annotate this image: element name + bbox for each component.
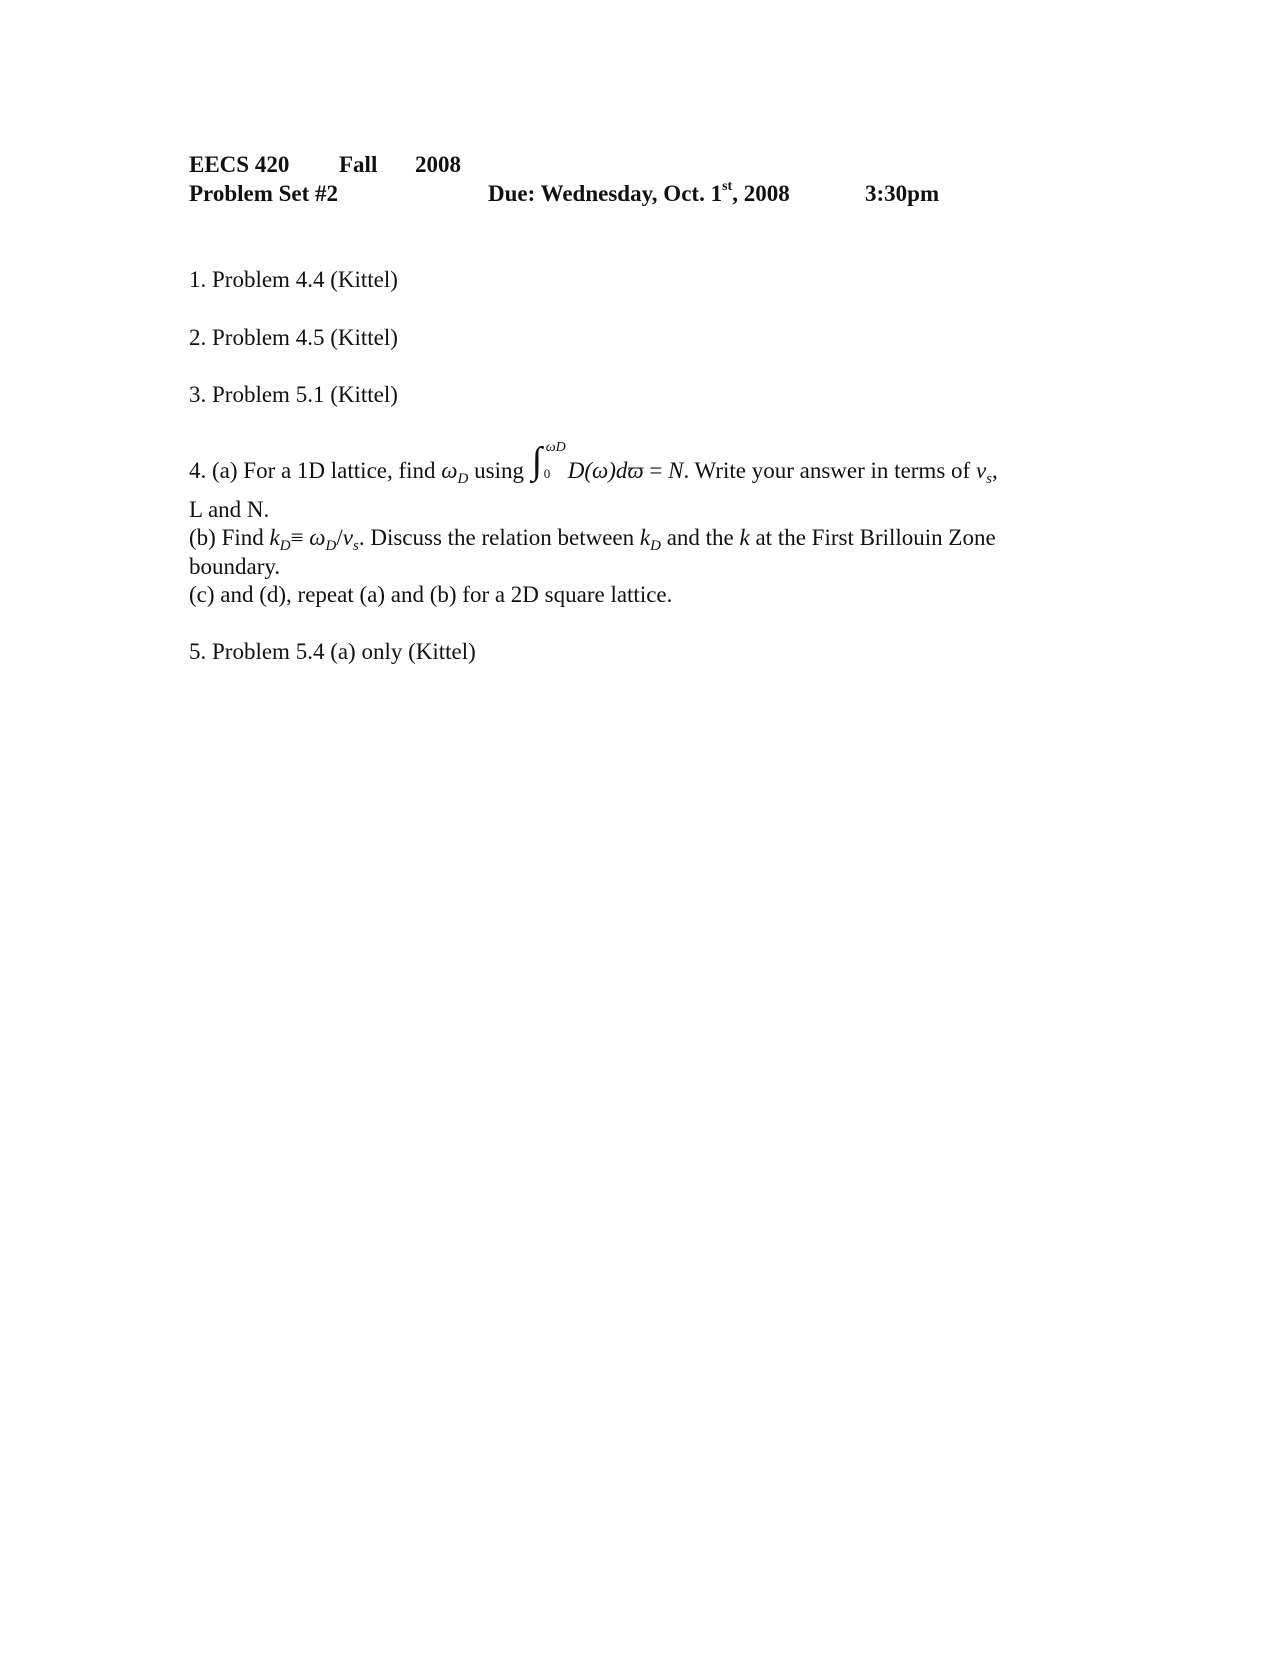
course-code: EECS 420 (189, 152, 290, 177)
problem-2: 2. Problem 4.5 (Kittel) (189, 325, 398, 350)
due-date: Due: Wednesday, Oct. 1st, 2008 (488, 179, 790, 206)
problem-4a: 4. (a) For a 1D lattice, find $\omega_D$ using ∫ ωD 0 D(ω)dϖ = N. Write your answer in terms of $v_s$, (189, 440, 998, 487)
problem-1: 1. Problem 4.4 (Kittel) (189, 267, 398, 292)
integral-symbol: ∫ ωD 0 (531, 440, 566, 482)
problem-set-title: Problem Set #2 (189, 181, 339, 206)
problem-5: 5. Problem 5.4 (a) only (Kittel) (189, 639, 476, 664)
problem-4b-line2: boundary. (189, 554, 281, 579)
problem-4b: (b) Find $k_D\equiv \omega_D/v_s$. Discuss the relation between $k_D$ and the k at the First Brillouin Zone (189, 525, 996, 554)
problem-4a-line2: L and N. (189, 497, 270, 522)
term: Fall (339, 152, 378, 177)
year: 2008 (415, 152, 461, 177)
problem-3: 3. Problem 5.1 (Kittel) (189, 382, 398, 407)
due-time: 3:30pm (865, 181, 940, 206)
problem-4cd: (c) and (d), repeat (a) and (b) for a 2D square lattice. (189, 582, 673, 607)
